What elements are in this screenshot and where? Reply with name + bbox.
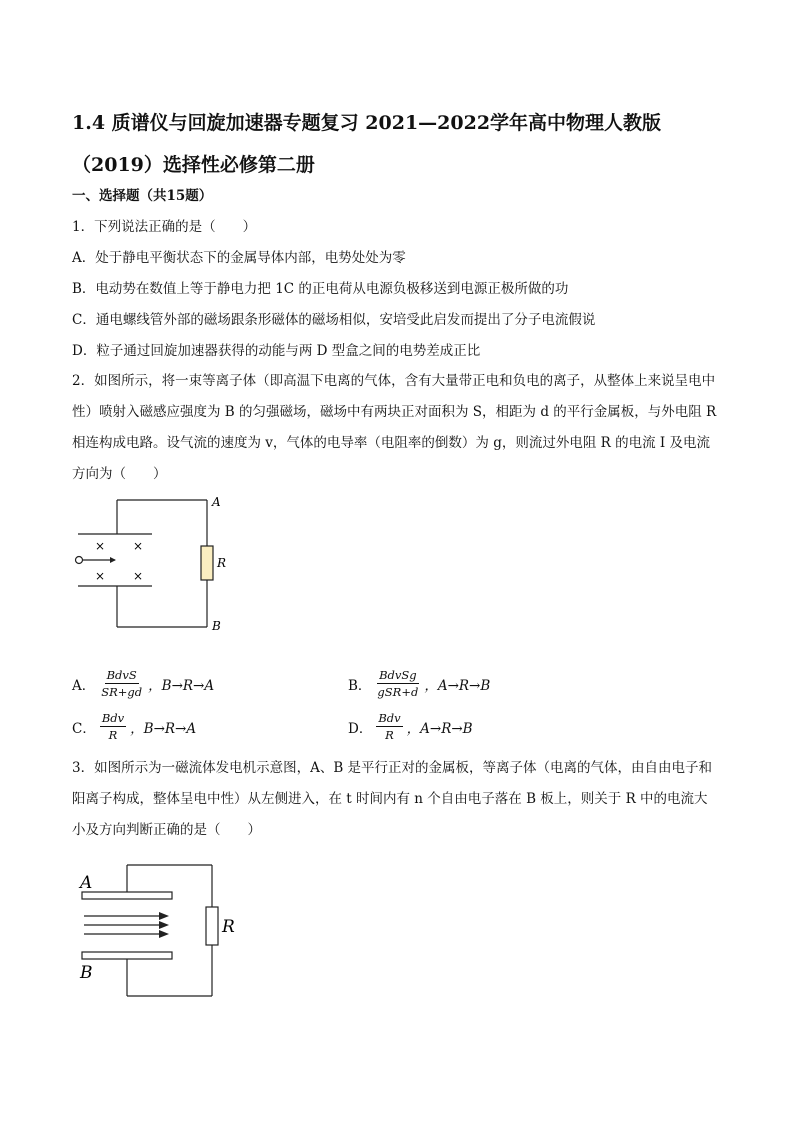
option-letter: C． [72,720,96,737]
fraction-denominator: R [108,728,118,742]
question-2-option-b [348,668,490,699]
question-3-generator-figure [72,862,252,1002]
field-mark: × [95,569,106,583]
fraction-denominator: R [385,728,394,742]
option-letter: A． [72,677,96,694]
label-b: B [212,619,221,633]
option-direction: ，B→R→A [130,720,197,737]
option-fraction [100,711,126,742]
document-title: 1.4 质谱仪与回旋加速器专题复习 2021—2022学年高中物理人教版（2019）选择性必修第二册 [72,112,662,176]
plasma-source-dot [76,557,83,564]
option-fraction [376,711,402,742]
fraction-numerator: BdvSg [379,668,417,682]
fraction-denominator: gSR+d [377,685,419,699]
label-a: A [212,495,221,509]
question-1-option-a: A．处于静电平衡状态下的金属导体内部，电势处处为零 [72,250,406,266]
field-mark: × [133,539,144,553]
question-1-stem: 1．下列说法正确的是（ ） [72,219,257,235]
question-1-option-d: D．粒子通过回旋加速器获得的动能与两 D 型盒之间的电势差成正比 [72,343,481,359]
fraction-numerator: Bdv [378,711,401,725]
fraction-numerator: BdvS [106,668,137,682]
question-2-option-d [348,711,473,742]
section-heading: 一、选择题（共15题） [72,188,213,204]
option-fraction [375,668,420,699]
label-b: B [80,963,93,983]
label-a: A [80,873,93,893]
fraction-numerator: Bdv [101,711,125,725]
label-r: R [222,917,235,937]
question-1-option-c: C．通电螺线管外部的磁场跟条形磁体的磁场相似，安培受此启发而提出了分子电流假说 [72,312,596,328]
label-r: R [217,556,227,570]
resistor-r [206,907,218,945]
plate-a [82,892,172,899]
field-mark: × [133,569,144,583]
option-direction: ，A→R→B [406,720,473,737]
question-2-option-a [72,668,214,699]
plate-b [82,952,172,959]
resistor-r [201,546,213,580]
option-letter: D． [348,720,373,737]
question-1-option-b: B．电动势在数值上等于静电力把 1C 的正电荷从电源负极移送到电源正极所做的功 [72,281,569,297]
option-letter: B． [348,677,372,694]
field-mark: × [95,539,106,553]
question-2-circuit-figure [70,490,240,640]
plasma-flow-arrows [84,912,169,938]
plasma-flow-arrow [110,557,116,563]
question-2-stem: 2．如图所示，将一束等离子体（即高温下电离的气体，含有大量带正电和负电的离子，从整体上来说呈电中性）喷射入磁感应强度为 B 的匀强磁场，磁场中有两块正对面积为 S，相距为 d 的平行金属板，与外电阻 R 相连构成电路。设气流的速度为 v，气体的电导率（电阻率的倒数）为 g，则流过外电阻 R 的电流 I 及电流方向为（ ） [72,373,717,482]
question-2-option-c [72,711,196,742]
question-3-stem: 3．如图所示为一磁流体发电机示意图，A、B 是平行正对的金属板，等离子体（电离的气体，由自由电子和阳离子构成，整体呈电中性）从左侧进入，在 t 时间内有 n 个自由电子落在 B 板上，则关于 R 中的电流大小及方向判断正确的是（ ） [72,760,713,838]
option-fraction [99,668,144,699]
fraction-denominator: SR+gd [101,685,143,699]
option-direction: ，B→R→A [148,677,215,694]
option-direction: ，A→R→B [424,677,491,694]
